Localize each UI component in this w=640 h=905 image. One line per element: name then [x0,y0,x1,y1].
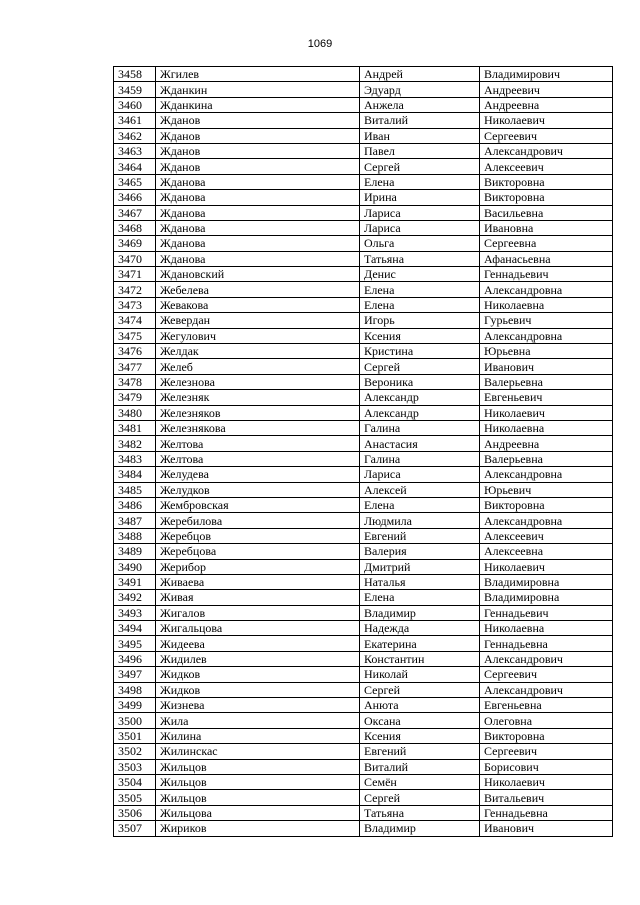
row-number: 3506 [114,805,156,820]
row-number: 3487 [114,513,156,528]
first-name-cell: Константин [360,651,480,666]
surname-cell: Живаева [156,574,360,589]
surname-cell: Жильцов [156,759,360,774]
surname-cell: Жидков [156,667,360,682]
row-number: 3476 [114,344,156,359]
first-name-cell: Алексей [360,482,480,497]
table-row [114,359,613,374]
patronymic-cell: Александрович [480,143,613,158]
row-number: 3478 [114,374,156,389]
table-row [114,451,613,466]
table-row [114,174,613,189]
row-number: 3471 [114,267,156,282]
first-name-cell: Анастасия [360,436,480,451]
first-name-cell: Павел [360,143,480,158]
patronymic-cell: Александрович [480,651,613,666]
first-name-cell: Вероника [360,374,480,389]
row-number: 3460 [114,97,156,112]
first-name-cell: Надежда [360,621,480,636]
surname-cell: Жебелева [156,282,360,297]
table-row [114,513,613,528]
first-name-cell: Татьяна [360,251,480,266]
patronymic-cell: Евгеньевна [480,698,613,713]
patronymic-cell: Валерьевна [480,451,613,466]
table-row [114,143,613,158]
table-row [114,574,613,589]
patronymic-cell: Евгеньевич [480,390,613,405]
first-name-cell: Владимир [360,821,480,836]
first-name-cell: Евгений [360,528,480,543]
patronymic-cell: Сергеевич [480,667,613,682]
first-name-cell: Елена [360,174,480,189]
patronymic-cell: Александрович [480,682,613,697]
row-number: 3469 [114,236,156,251]
patronymic-cell: Олеговна [480,713,613,728]
patronymic-cell: Валерьевна [480,374,613,389]
surname-cell: Жидков [156,682,360,697]
first-name-cell: Ольга [360,236,480,251]
surname-cell: Желдак [156,344,360,359]
patronymic-cell: Гурьевич [480,313,613,328]
patronymic-cell: Викторовна [480,174,613,189]
first-name-cell: Владимир [360,605,480,620]
first-name-cell: Николай [360,667,480,682]
table-row [114,497,613,512]
surname-cell: Жданкин [156,82,360,97]
row-number: 3464 [114,159,156,174]
patronymic-cell: Борисович [480,759,613,774]
first-name-cell: Ксения [360,328,480,343]
table-row [114,790,613,805]
row-number: 3492 [114,590,156,605]
first-name-cell: Ксения [360,728,480,743]
surname-cell: Жилина [156,728,360,743]
row-number: 3483 [114,451,156,466]
surname-cell: Желеб [156,359,360,374]
row-number: 3459 [114,82,156,97]
surname-cell: Железнякова [156,420,360,435]
table-row [114,667,613,682]
surname-cell: Жеребцова [156,544,360,559]
first-name-cell: Анжела [360,97,480,112]
table-row [114,436,613,451]
patronymic-cell: Николаевна [480,297,613,312]
first-name-cell: Лариса [360,220,480,235]
patronymic-cell: Николаевна [480,420,613,435]
surname-cell: Жданов [156,128,360,143]
row-number: 3507 [114,821,156,836]
surname-cell: Жигальцова [156,621,360,636]
row-number: 3458 [114,67,156,82]
patronymic-cell: Геннадьевич [480,605,613,620]
first-name-cell: Оксана [360,713,480,728]
table-row [114,374,613,389]
first-name-cell: Елена [360,282,480,297]
patronymic-cell: Иванович [480,359,613,374]
patronymic-cell: Викторовна [480,728,613,743]
first-name-cell: Дмитрий [360,559,480,574]
row-number: 3475 [114,328,156,343]
surname-cell: Ждановский [156,267,360,282]
table-row [114,297,613,312]
row-number: 3491 [114,574,156,589]
first-name-cell: Сергей [360,359,480,374]
row-number: 3468 [114,220,156,235]
patronymic-cell: Васильевна [480,205,613,220]
table-row [114,205,613,220]
first-name-cell: Виталий [360,759,480,774]
row-number: 3493 [114,605,156,620]
row-number: 3489 [114,544,156,559]
patronymic-cell: Николаевич [480,774,613,789]
surname-cell: Жириков [156,821,360,836]
row-number: 3463 [114,143,156,158]
surname-cell: Жевердан [156,313,360,328]
row-number: 3466 [114,190,156,205]
surname-cell: Жидеева [156,636,360,651]
first-name-cell: Кристина [360,344,480,359]
surname-cell: Жданова [156,236,360,251]
surname-cell: Жильцова [156,805,360,820]
patronymic-cell: Иванович [480,821,613,836]
table-row [114,128,613,143]
row-number: 3500 [114,713,156,728]
surname-cell: Жидилев [156,651,360,666]
patronymic-cell: Афанасьевна [480,251,613,266]
surname-cell: Жданкина [156,97,360,112]
row-number: 3490 [114,559,156,574]
row-number: 3481 [114,420,156,435]
surname-cell: Железняк [156,390,360,405]
surname-cell: Жилинскас [156,744,360,759]
table-row [114,67,613,82]
names-table [113,66,613,837]
first-name-cell: Лариса [360,467,480,482]
table-row [114,698,613,713]
surname-cell: Жданов [156,143,360,158]
surname-cell: Железняков [156,405,360,420]
row-number: 3477 [114,359,156,374]
patronymic-cell: Александровна [480,282,613,297]
table-row [114,313,613,328]
names-table-body [114,67,613,837]
patronymic-cell: Геннадьевна [480,636,613,651]
row-number: 3498 [114,682,156,697]
patronymic-cell: Алексеевич [480,159,613,174]
table-row [114,251,613,266]
table-row [114,651,613,666]
table-row [114,190,613,205]
row-number: 3494 [114,621,156,636]
surname-cell: Желудков [156,482,360,497]
table-row [114,590,613,605]
first-name-cell: Ирина [360,190,480,205]
first-name-cell: Андрей [360,67,480,82]
row-number: 3502 [114,744,156,759]
first-name-cell: Иван [360,128,480,143]
patronymic-cell: Витальевич [480,790,613,805]
table-row [114,605,613,620]
surname-cell: Жданова [156,205,360,220]
table-row [114,713,613,728]
surname-cell: Жильцов [156,790,360,805]
table-row [114,759,613,774]
surname-cell: Железнова [156,374,360,389]
table-row [114,636,613,651]
first-name-cell: Сергей [360,790,480,805]
row-number: 3461 [114,113,156,128]
table-row [114,728,613,743]
table-row [114,559,613,574]
patronymic-cell: Александровна [480,467,613,482]
first-name-cell: Татьяна [360,805,480,820]
patronymic-cell: Николаевна [480,621,613,636]
row-number: 3465 [114,174,156,189]
surname-cell: Жерибор [156,559,360,574]
patronymic-cell: Николаевич [480,113,613,128]
surname-cell: Желудева [156,467,360,482]
surname-cell: Жданова [156,174,360,189]
row-number: 3472 [114,282,156,297]
patronymic-cell: Геннадьевич [480,267,613,282]
first-name-cell: Людмила [360,513,480,528]
first-name-cell: Валерия [360,544,480,559]
patronymic-cell: Юрьевна [480,344,613,359]
surname-cell: Желтова [156,451,360,466]
patronymic-cell: Владимировна [480,590,613,605]
table-row [114,544,613,559]
first-name-cell: Виталий [360,113,480,128]
table-row [114,774,613,789]
table-row [114,821,613,836]
surname-cell: Живая [156,590,360,605]
table-row [114,328,613,343]
surname-cell: Жила [156,713,360,728]
surname-cell: Жданов [156,159,360,174]
patronymic-cell: Ивановна [480,220,613,235]
row-number: 3496 [114,651,156,666]
row-number: 3503 [114,759,156,774]
table-row [114,405,613,420]
surname-cell: Жильцов [156,774,360,789]
surname-cell: Жданова [156,251,360,266]
first-name-cell: Семён [360,774,480,789]
table-row [114,682,613,697]
table-row [114,267,613,282]
patronymic-cell: Сергеевна [480,236,613,251]
row-number: 3473 [114,297,156,312]
surname-cell: Жданов [156,113,360,128]
first-name-cell: Наталья [360,574,480,589]
surname-cell: Жевакова [156,297,360,312]
first-name-cell: Галина [360,451,480,466]
surname-cell: Жеребцов [156,528,360,543]
patronymic-cell: Сергеевич [480,128,613,143]
first-name-cell: Анюта [360,698,480,713]
table-row [114,236,613,251]
table-row [114,420,613,435]
row-number: 3501 [114,728,156,743]
patronymic-cell: Викторовна [480,190,613,205]
table-row [114,482,613,497]
row-number: 3495 [114,636,156,651]
row-number: 3479 [114,390,156,405]
surname-cell: Желтова [156,436,360,451]
row-number: 3504 [114,774,156,789]
table-row [114,390,613,405]
table-row [114,220,613,235]
table-row [114,805,613,820]
patronymic-cell: Николаевич [480,559,613,574]
surname-cell: Жгилев [156,67,360,82]
first-name-cell: Елена [360,590,480,605]
surname-cell: Жданова [156,220,360,235]
row-number: 3505 [114,790,156,805]
row-number: 3486 [114,497,156,512]
first-name-cell: Евгений [360,744,480,759]
patronymic-cell: Андреевич [480,82,613,97]
surname-cell: Жембровская [156,497,360,512]
table-row [114,744,613,759]
row-number: 3499 [114,698,156,713]
patronymic-cell: Николаевич [480,405,613,420]
table-row [114,344,613,359]
row-number: 3488 [114,528,156,543]
first-name-cell: Сергей [360,159,480,174]
surname-cell: Жеребилова [156,513,360,528]
first-name-cell: Игорь [360,313,480,328]
table-row [114,467,613,482]
row-number: 3485 [114,482,156,497]
table-row [114,621,613,636]
row-number: 3462 [114,128,156,143]
row-number: 3470 [114,251,156,266]
table-row [114,528,613,543]
patronymic-cell: Александровна [480,328,613,343]
patronymic-cell: Александровна [480,513,613,528]
first-name-cell: Эдуард [360,82,480,97]
first-name-cell: Сергей [360,682,480,697]
surname-cell: Жегулович [156,328,360,343]
patronymic-cell: Сергеевич [480,744,613,759]
page-number: 1069 [307,38,333,50]
surname-cell: Жигалов [156,605,360,620]
first-name-cell: Екатерина [360,636,480,651]
patronymic-cell: Викторовна [480,497,613,512]
table-row [114,282,613,297]
table-row [114,159,613,174]
patronymic-cell: Геннадьевна [480,805,613,820]
patronymic-cell: Андреевна [480,97,613,112]
patronymic-cell: Владимировна [480,574,613,589]
row-number: 3474 [114,313,156,328]
first-name-cell: Денис [360,267,480,282]
patronymic-cell: Юрьевич [480,482,613,497]
patronymic-cell: Алексеевич [480,528,613,543]
table-row [114,97,613,112]
surname-cell: Жданова [156,190,360,205]
row-number: 3480 [114,405,156,420]
first-name-cell: Александр [360,405,480,420]
first-name-cell: Александр [360,390,480,405]
row-number: 3482 [114,436,156,451]
row-number: 3467 [114,205,156,220]
first-name-cell: Лариса [360,205,480,220]
first-name-cell: Елена [360,497,480,512]
table-row [114,113,613,128]
patronymic-cell: Андреевна [480,436,613,451]
patronymic-cell: Владимирович [480,67,613,82]
row-number: 3497 [114,667,156,682]
first-name-cell: Елена [360,297,480,312]
first-name-cell: Галина [360,420,480,435]
table-row [114,82,613,97]
row-number: 3484 [114,467,156,482]
surname-cell: Жизнева [156,698,360,713]
patronymic-cell: Алексеевна [480,544,613,559]
